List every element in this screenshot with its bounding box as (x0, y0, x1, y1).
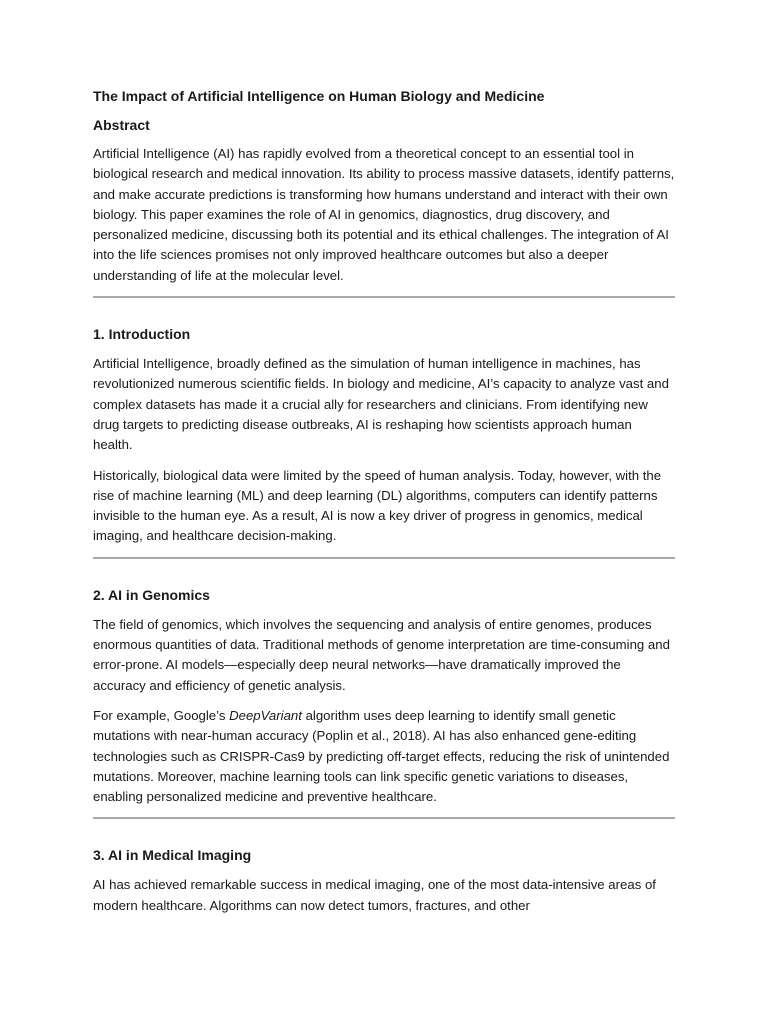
genomics-paragraph-2 (93, 706, 675, 807)
deepvariant-term: DeepVariant (229, 707, 302, 723)
genomics-paragraph-2-end: algorithm uses deep learning to identify small genetic mutations with near-human accuracy (Poplin et al., 2018). AI has also enhanced gene-editing technologies such as CRISPR-Cas9 by predicting off-target effects, reducing the risk of unintended mutations. Moreover, machine learning tools can link specific genetic variations to diseases, enabling personalized medicine and preventive healthcare. (93, 707, 670, 805)
section-divider (93, 296, 675, 298)
introduction-heading: 1. Introduction (93, 326, 191, 343)
imaging-heading: 3. AI in Medical Imaging (93, 847, 252, 864)
section-divider (93, 557, 675, 559)
imaging-paragraph-1: AI has achieved remarkable success in medical imaging, one of the most data-intensive areas of modern healthcare. Algorithms can now detect tumors, fractures, and other (93, 877, 656, 913)
document-page (93, 87, 675, 926)
section-divider (93, 817, 675, 819)
introduction-paragraph-1: Artificial Intelligence, broadly defined as the simulation of human intelligence in machines, has revolutionized numerous scientific fields. In biology and medicine, AI’s capacity to analyze vast and complex datasets has made it a crucial ally for researchers and clinicians. From identifying new drug targets to predicting disease outbreaks, AI is reshaping how scientists approach human health. (93, 356, 669, 453)
document-title: The Impact of Artificial Intelligence on Human Biology and Medicine (93, 88, 545, 104)
introduction-paragraph-2: Historically, biological data were limited by the speed of human analysis. Today, however, with the rise of machine learning (ML) and deep learning (DL) algorithms, computers can identify patterns invisible to the human eye. As a result, AI is now a key driver of progress in genomics, medical imaging, and healthcare decision-making. (93, 467, 662, 544)
abstract-heading: Abstract (93, 117, 150, 133)
genomics-heading: 2. AI in Genomics (93, 586, 210, 603)
abstract-text: Artificial Intelligence (AI) has rapidly evolved from a theoretical concept to an essential tool in biological research and medical innovation. Its ability to process massive datasets, identify patterns, and make accurate predictions is transforming how humans understand and interact with their own biology. This paper examines the role of AI in genomics, diagnostics, drug discovery, and personalized medicine, discussing both its potential and its ethical challenges. The integration of AI into the life sciences promises not only improved healthcare outcomes but also a deeper understanding of life at the molecular level. (93, 146, 675, 283)
genomics-paragraph-2-start: For example, Google’s (93, 707, 230, 723)
genomics-paragraph-1: The field of genomics, which involves the sequencing and analysis of entire genomes, produces enormous quantities of data. Traditional methods of genome interpretation are time-consuming and error-prone. AI models—especially deep neural networks—have dramatically improved the accuracy and efficiency of genetic analysis. (93, 616, 670, 693)
